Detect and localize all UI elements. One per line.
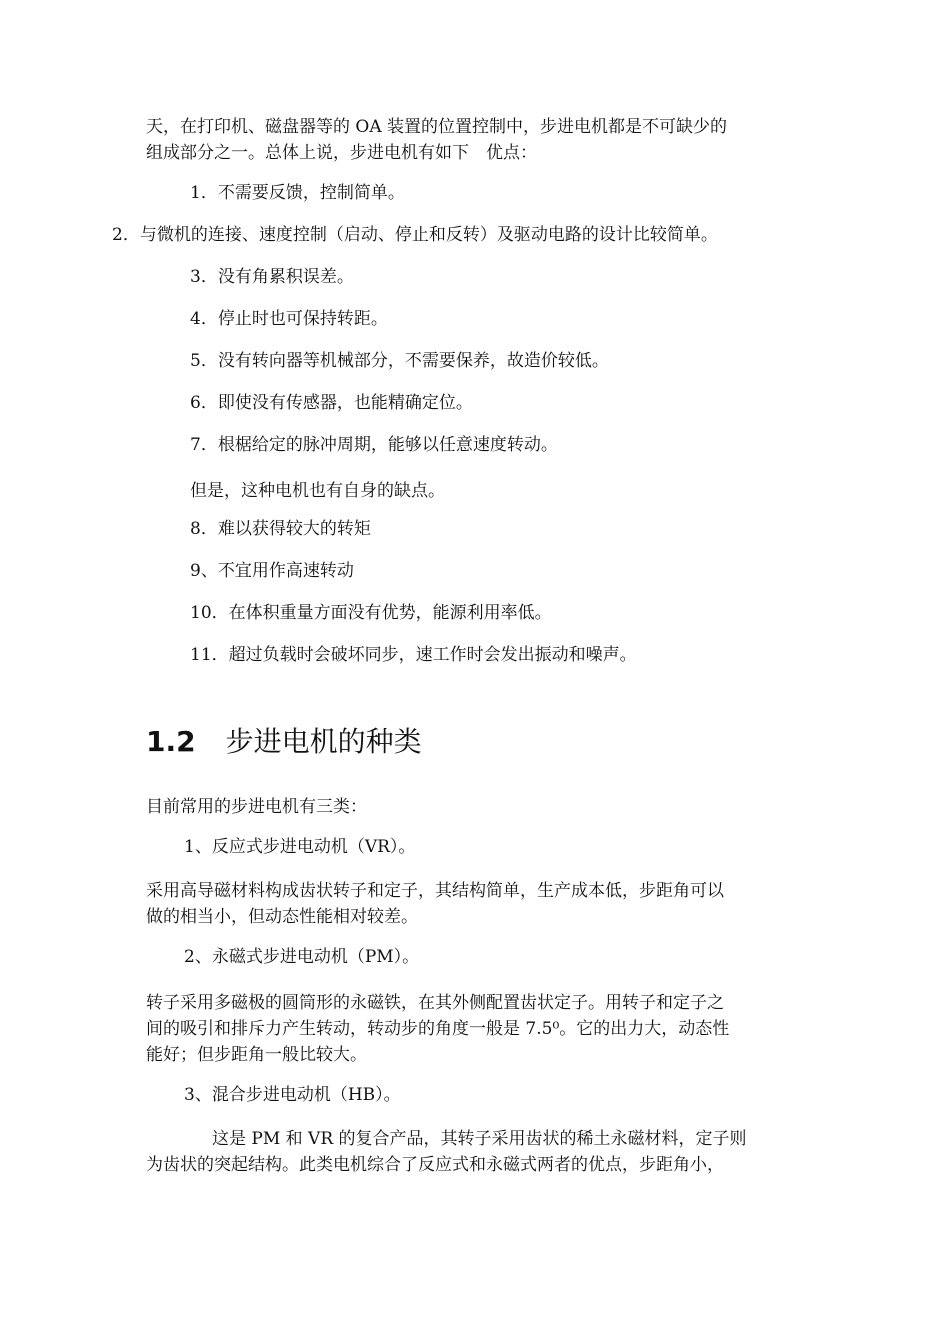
section-number: 1.2	[146, 725, 196, 758]
advantage-item-5: 5．没有转向器等机械部分，不需要保养，故造价较低。	[190, 351, 609, 371]
disadvantage-intro: 但是，这种电机也有自身的缺点。	[190, 481, 445, 501]
section-heading	[146, 722, 422, 762]
advantage-item-4: 4．停止时也可保持转距。	[190, 309, 388, 329]
type-1-desc-line-1: 采用高导磁材料构成齿状转子和定子，其结构简单，生产成本低，步距角可以	[146, 881, 724, 901]
disadvantage-item-8: 8．难以获得较大的转矩	[190, 519, 371, 539]
type-1-heading: 1、反应式步进电动机（VR）。	[184, 837, 416, 857]
type-1-desc-line-2: 做的相当小，但动态性能相对较差。	[146, 907, 418, 927]
type-3-desc-line-1: 这是 PM 和 VR 的复合产品，其转子采用齿状的稀土永磁材料，定子则	[212, 1129, 747, 1149]
type-2-desc-line-1: 转子采用多磁极的圆筒形的永磁铁，在其外侧配置齿状定子。用转子和定子之	[146, 993, 724, 1013]
type-2-desc-line-2: 间的吸引和排斥力产生转动，转动步的角度一般是 7.5⁰。它的出力大，动态性	[146, 1019, 730, 1039]
advantage-item-2: 2．与微机的连接、速度控制（启动、停止和反转）及驱动电路的设计比较简单。	[112, 225, 718, 245]
advantage-item-3: 3．没有角累积误差。	[190, 267, 354, 287]
section-intro: 目前常用的步进电机有三类：	[146, 797, 367, 817]
type-2-heading: 2、永磁式步进电动机（PM）。	[184, 947, 420, 967]
type-3-desc-line-2: 为齿状的突起结构。此类电机综合了反应式和永磁式两者的优点，步距角小，	[146, 1155, 724, 1175]
advantage-item-1: 1．不需要反馈，控制简单。	[190, 183, 405, 203]
disadvantage-item-11: 11．超过负载时会破坏同步，速工作时会发出振动和噪声。	[190, 645, 637, 665]
type-3-heading: 3、混合步进电动机（HB）。	[184, 1085, 401, 1105]
type-2-desc-line-3: 能好；但步距角一般比较大。	[146, 1045, 367, 1065]
intro-line-1: 天，在打印机、磁盘器等的 OA 装置的位置控制中，步进电机都是不可缺少的	[146, 117, 728, 137]
section-title: 步进电机的种类	[225, 725, 422, 758]
advantage-item-6: 6．即使没有传感器，也能精确定位。	[190, 393, 473, 413]
disadvantage-item-10: 10．在体积重量方面没有优势，能源利用率低。	[190, 603, 552, 623]
disadvantage-item-9: 9、不宜用作高速转动	[190, 561, 354, 581]
advantage-item-7: 7．根椐给定的脉冲周期，能够以任意速度转动。	[190, 435, 558, 455]
intro-line-2: 组成部分之一。总体上说，步进电机有如下 优点：	[146, 143, 537, 163]
